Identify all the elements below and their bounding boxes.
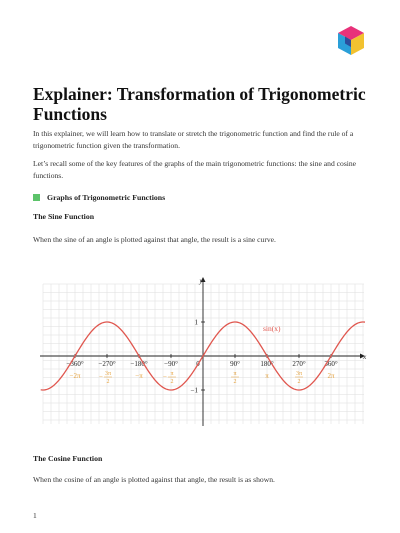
x-tick-label: −360° — [66, 360, 84, 368]
axes — [40, 277, 365, 426]
y-axis-label: y — [199, 276, 203, 285]
radian-numerator: π — [170, 371, 174, 377]
x-tick-label: 360° — [324, 360, 338, 368]
x-tick-label: 180° — [260, 360, 274, 368]
x-tick-label: −90° — [164, 360, 178, 368]
radian-label: −π — [135, 372, 143, 380]
sine-heading: The Sine Function — [33, 212, 95, 221]
radian-denominator: 2 — [170, 379, 174, 385]
radian-sign: − — [99, 373, 103, 381]
intro-paragraph: In this explainer, we will learn how to translate or stretch the trigonometric function and find the rule of a trigonometric function given the transformation. — [33, 129, 354, 150]
sine-graph — [40, 276, 366, 426]
brand-logo — [336, 26, 366, 56]
cosine-text: When the cosine of an angle is plotted against that angle, the result is as shown. — [33, 475, 275, 484]
y-tick-label: 1 — [194, 318, 198, 327]
section-square-icon — [33, 194, 40, 201]
section-heading — [33, 193, 165, 202]
x-tick-label: −270° — [98, 360, 116, 368]
radian-denominator: 2 — [297, 379, 301, 385]
radian-numerator: π — [233, 371, 237, 377]
x-axis-label: x — [363, 352, 367, 361]
recall-paragraph: Let’s recall some of the key features of the graphs of the main trigonometric functions: the sine and cosine functions. — [33, 159, 357, 180]
radian-label: −2π — [69, 372, 81, 380]
x-tick-label: 270° — [292, 360, 306, 368]
radian-sign: − — [163, 373, 167, 381]
x-tick-label: −180° — [130, 360, 148, 368]
radian-label: π — [265, 372, 269, 380]
section-heading-label: Graphs of Trigonometric Functions — [47, 193, 166, 202]
x-tick-label: 0 — [196, 360, 200, 368]
radian-numerator: 3π — [295, 371, 303, 377]
x-tick-label: 90° — [230, 360, 240, 368]
y-tick-label: −1 — [190, 386, 198, 395]
radian-denominator: 2 — [233, 379, 237, 385]
page-title: Explainer: Transformation of Trigonometric Functions — [33, 84, 366, 124]
cosine-heading: The Cosine Function — [33, 454, 103, 463]
curve-label: sin(x) — [263, 324, 281, 333]
radian-numerator: 3π — [104, 371, 112, 377]
radian-label: 2π — [327, 372, 335, 380]
sine-text: When the sine of an angle is plotted against that angle, the result is a sine curve. — [33, 235, 276, 244]
radian-denominator: 2 — [106, 379, 110, 385]
page-number: 1 — [33, 511, 37, 520]
